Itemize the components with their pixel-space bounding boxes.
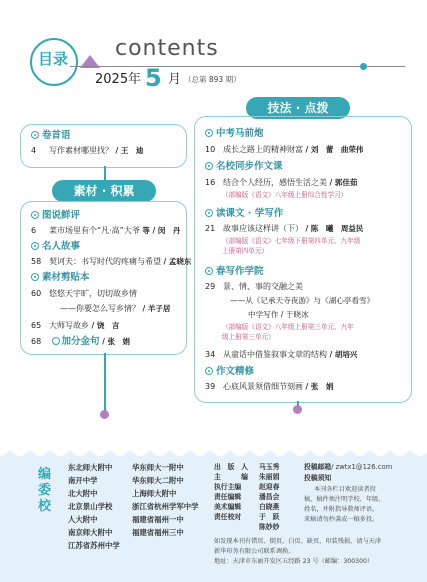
credit-name: 陈妙妙	[259, 523, 280, 531]
credit-role: 出 版 人	[214, 463, 248, 471]
circle-dot-icon	[52, 337, 60, 345]
circle-dot-icon	[205, 209, 213, 217]
article-29-sub2: 中学写作 / 于晓冰	[248, 310, 309, 319]
notice-title: 投稿须知	[304, 474, 332, 482]
address-line: 地址：天津市东丽开发区五经路 23 号（邮编：300300）	[214, 558, 374, 565]
article-58: 58 契诃夫：书写时代的疼痛与希望 / 孟晓东	[31, 257, 192, 266]
article-29-sub1: ——从《记承天寺夜游》与《湖心亭看雪》	[230, 296, 375, 305]
issue-nian: 年	[128, 72, 142, 87]
copyright-line-2: 新华印务有限公司联系调换。	[214, 548, 295, 555]
credit-role: 责任编辑	[214, 493, 242, 501]
article-34: 34 从童话中借鉴叙事文章的结构 / 胡培兴	[205, 350, 358, 359]
circle-dot-icon	[205, 162, 213, 170]
article-10: 10 成长之路上的精神财富 / 刘 蕾 曲荣伟	[205, 145, 364, 154]
school: 东北师大附中	[68, 463, 113, 472]
credit-name: 白晓燕	[259, 503, 280, 511]
left-stem-line	[104, 353, 106, 413]
credit-name: 于 跃	[259, 513, 280, 521]
circle-dot-icon	[205, 267, 213, 275]
credit-name: 赵迎春	[259, 483, 280, 491]
school: 浙江省杭州学军中学	[132, 502, 199, 511]
article-60-sub: ——你要怎么写乡情？ / 羊子居	[60, 304, 171, 313]
article-4: 4 写作素材哪里找？ / 王 迪	[31, 146, 144, 155]
article-60: 60 悠悠天宇旷，切切故乡情	[31, 289, 137, 298]
school: 上海师大附中	[132, 489, 177, 498]
bianweihui-1: 编	[38, 467, 52, 482]
section-tushuo: 图说鲜评	[31, 210, 80, 222]
circle-dot-icon	[205, 367, 213, 375]
article-16: 16 结合个人经历，感悟生活之美 / 郭佳茹	[205, 178, 358, 187]
banner-sucai: 素材 · 积累	[52, 180, 156, 202]
notice-line: 姓名，并附指导教师评语。	[304, 506, 379, 513]
credit-role: 责任校对	[214, 513, 242, 521]
article-29-note2: 级上册第三单元）	[222, 333, 275, 341]
article-68: 68 加分金句 / 张 娟	[31, 336, 130, 347]
notice-line: 本刊各栏目欢迎读者投	[314, 486, 376, 493]
credit-role: 美术编辑	[214, 503, 242, 511]
article-29-note1: （部编版《语文》八年级上册第三单元、九年	[222, 323, 354, 331]
article-6: 6 菜市场里有个“凡·高”大爷 等 / 闵 丹	[31, 226, 181, 235]
article-65: 65 大师写故乡 / 饶 言	[31, 321, 120, 330]
credit-role: 执行主编	[214, 483, 242, 491]
credit-role: 主 编	[214, 473, 248, 481]
school: 福建省福州一中	[132, 515, 184, 524]
issue-year: 2025	[95, 72, 129, 87]
bianweihui-3: 校	[38, 499, 52, 514]
credit-name: 朱丽娟	[259, 473, 280, 481]
contents-word: contents	[115, 36, 219, 61]
circle-dot-icon	[31, 131, 39, 139]
school: 华东师大一附中	[132, 463, 184, 472]
credit-name: 马玉秀	[259, 463, 280, 471]
school: 华东师大二附中	[132, 476, 184, 485]
article-39: 39 心底风景须借细节刻画 / 张 娟	[205, 382, 334, 391]
school: 人大附中	[68, 515, 98, 524]
banner-jifa: 技法 · 点拨	[246, 97, 350, 119]
notice-line: 来稿请勿抄袭或一稿多投。	[304, 516, 379, 523]
school: 江苏省苏州中学	[68, 541, 120, 550]
section-mingxiao: 名校同步作文课	[205, 161, 283, 173]
section-chunxie: 春写作学院	[205, 266, 264, 278]
article-21-note1: （部编版《语文》七年级下册第四单元、九年级	[222, 237, 361, 245]
section-zuowen: 作文精修	[205, 366, 254, 378]
circle-dot-icon	[31, 242, 39, 250]
section-jianti: 素材剪贴本	[31, 272, 90, 284]
circle-dot-icon	[205, 129, 213, 137]
circle-dot-icon	[31, 273, 39, 281]
school: 北京景山学校	[68, 502, 113, 511]
issue-total: （总第 893 期）	[184, 75, 241, 84]
section-dukewen: 读课文 · 学写作	[205, 208, 283, 220]
notice-line: 稿，稿件须注明学校、年级、	[304, 496, 385, 503]
issue-yue: 月	[168, 72, 182, 87]
copyright-line: 如发现本刊有错页、倒页、白页、缺页、印装残损，请与天津	[214, 538, 382, 545]
article-21: 21 故事应该这样讲（下） / 陈 曦 周益民	[205, 224, 364, 233]
right-stem-dot	[293, 405, 302, 414]
school: 北大附中	[68, 489, 98, 498]
article-16-note: （部编版《语文》八年级上册综合性学习）	[222, 191, 348, 199]
section-mingren: 名人故事	[31, 241, 80, 253]
school: 南京师大附中	[68, 528, 113, 537]
email-line: 投稿邮箱/ zwtx1@126.com	[304, 463, 393, 471]
section-juanshouyu: 卷首语	[31, 130, 71, 142]
header-rule	[70, 66, 405, 67]
header-rule-dot	[360, 63, 367, 70]
article-21-note2: 上册第四单元）	[222, 247, 269, 255]
circle-dot-icon	[31, 211, 39, 219]
issue-month: 5	[145, 64, 162, 92]
article-29: 29 景、情、事的交融之美	[205, 282, 303, 291]
school: 南开中学	[68, 476, 98, 485]
mulu-title: 目录	[38, 50, 69, 68]
school: 福建省福州三中	[132, 528, 184, 537]
section-zhongkao: 中考马前炮	[205, 128, 264, 140]
bianweihui-2: 委	[38, 483, 52, 498]
credit-name: 潘昌会	[259, 493, 280, 501]
footer-zigzag	[0, 440, 427, 458]
left-stem-dot	[100, 410, 109, 419]
